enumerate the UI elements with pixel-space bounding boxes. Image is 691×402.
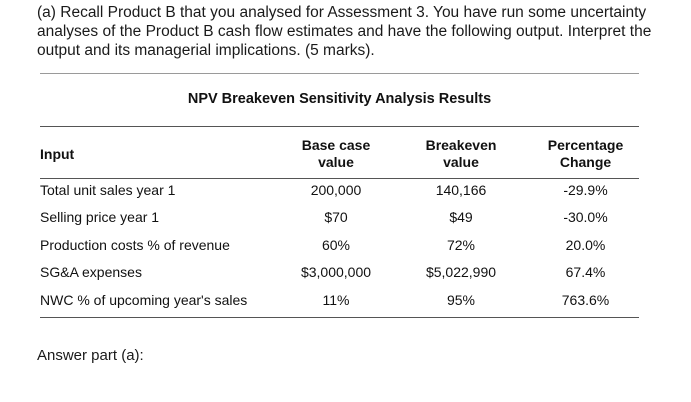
cell-percentage-change: -30.0%	[563, 209, 608, 225]
cell-input: NWC % of upcoming year's sales	[40, 292, 248, 308]
cell-breakeven: 140,166	[435, 182, 487, 198]
cell-input: Production costs % of revenue	[40, 237, 230, 253]
cell-breakeven: $5,022,990	[425, 264, 497, 280]
table-bottom-rule	[40, 317, 639, 318]
table-row	[0, 290, 691, 310]
table-row	[0, 235, 691, 255]
table-header-bottom-rule	[40, 178, 639, 179]
cell-breakeven: 72%	[446, 237, 476, 253]
cell-breakeven: $49	[449, 209, 473, 225]
answer-label: Answer part (a):	[37, 347, 144, 364]
cell-base-case: 200,000	[310, 182, 362, 198]
header-breakeven-line-1: Breakeven	[425, 137, 497, 153]
cell-base-case: $3,000,000	[300, 264, 372, 280]
table-row	[0, 207, 691, 227]
cell-input: Selling price year 1	[40, 209, 160, 225]
header-base-case-line-2: value	[318, 154, 354, 170]
header-breakeven	[411, 137, 511, 171]
cell-input: SG&A expenses	[40, 264, 142, 280]
header-breakeven-line-2: value	[443, 154, 479, 170]
cell-base-case: $70	[324, 209, 348, 225]
question-text	[37, 3, 667, 60]
header-percentage-change-line-1: Percentage	[547, 137, 624, 153]
question-line-1: (a) Recall Product B that you analysed for Assessment 3. You have run some uncertainty	[37, 4, 647, 21]
question-line-2: analyses of the Product B cash flow estimates and have the following output. Interpret the	[37, 23, 652, 40]
table-title: NPV Breakeven Sensitivity Analysis Results	[187, 91, 492, 107]
cell-input: Total unit sales year 1	[40, 182, 176, 198]
table-header-top-rule	[40, 126, 639, 127]
table-row	[0, 180, 691, 200]
section-divider	[40, 73, 639, 74]
cell-percentage-change: 763.6%	[561, 292, 610, 308]
table-row	[0, 262, 691, 282]
question-line-3: output and its managerial implications. (5 marks).	[37, 42, 375, 59]
header-base-case	[286, 137, 386, 171]
cell-base-case: 60%	[321, 237, 351, 253]
header-percentage-change-line-2: Change	[559, 154, 612, 170]
header-input: Input	[40, 146, 75, 162]
cell-percentage-change: 67.4%	[565, 264, 606, 280]
cell-percentage-change: -29.9%	[563, 182, 608, 198]
header-base-case-line-1: Base case	[301, 137, 371, 153]
cell-percentage-change: 20.0%	[565, 237, 606, 253]
cell-base-case: 11%	[322, 292, 350, 308]
cell-breakeven: 95%	[446, 292, 476, 308]
header-percentage-change	[533, 137, 638, 171]
